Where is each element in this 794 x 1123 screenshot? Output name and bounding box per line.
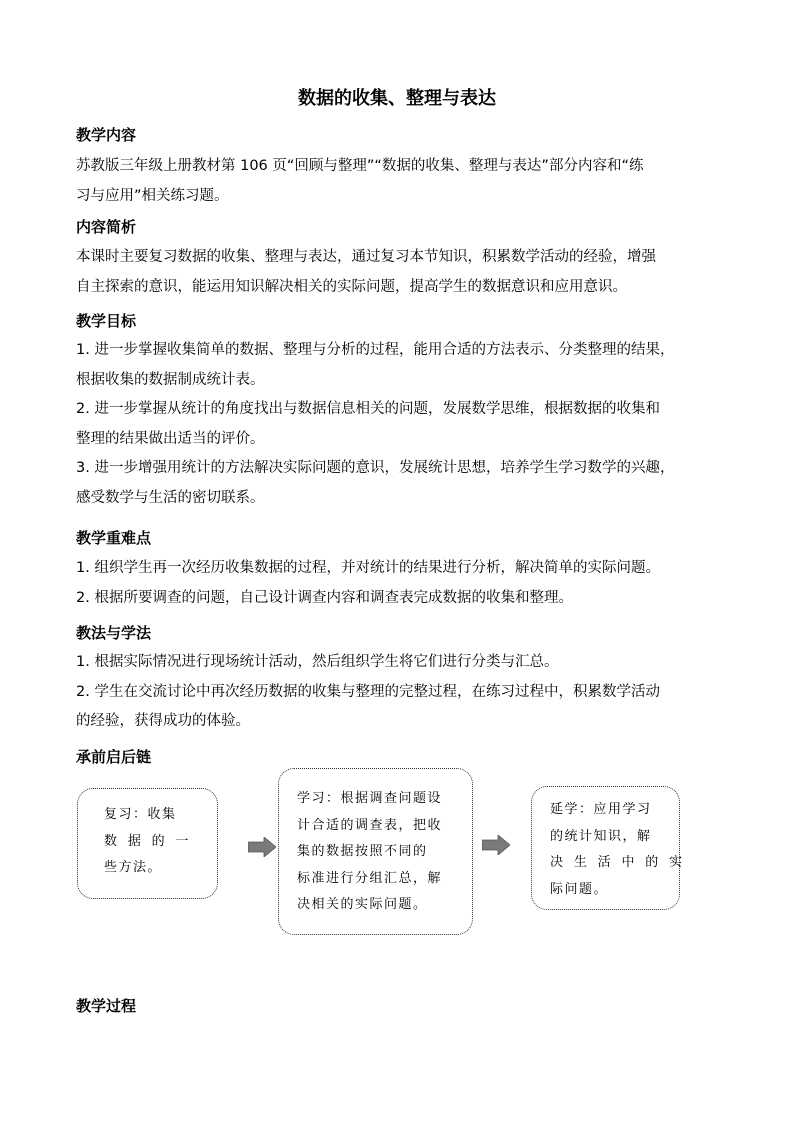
method-line: 1. 根据实际情况进行现场统计活动，然后组织学生将它们进行分类与汇总。 [76, 654, 559, 670]
teaching-content-paragraph [76, 152, 719, 211]
key-points-list [76, 554, 719, 613]
chain-box-line: 际问题。 [550, 881, 609, 897]
heading-knowledge-chain: 承前启后链 [76, 748, 152, 766]
chain-box-line: 学习：根据调查问题设 [297, 791, 443, 806]
chain-box-line: 计合适的调查表，把收 [297, 817, 443, 833]
methods-list [76, 648, 719, 737]
goal-line: 感受数学与生活的密切联系。 [76, 489, 265, 506]
heading-teaching-content: 教学内容 [76, 126, 137, 144]
chain-box-line: 些方法。 [104, 860, 163, 875]
paragraph-line: 习与应用”相关练习题。 [76, 187, 229, 204]
heading-teaching-goals: 教学目标 [76, 312, 137, 330]
method-line: 2. 学生在交流讨论中再次经历数据的收集与整理的完整过程，在练习过程中，积累数学活动 [76, 683, 660, 700]
goal-line: 3. 进一步增强用统计的方法解决实际问题的意识，发展统计思想，培养学生学习数学的兴趣， [76, 460, 675, 476]
chain-box-line: 决相关的实际问题。 [297, 897, 428, 912]
paragraph-line: 本课时主要复习数据的收集、整理与表达，通过复习本节知识，积累数学活动的经验，增强 [76, 249, 656, 265]
paragraph-line: 苏教版三年级上册教材第 106 页“回顾与整理”“数据的收集、整理与表达”部分内容和“练 [76, 158, 644, 174]
goal-line: 2. 进一步掌握从统计的角度找出与数据信息相关的问题，发展数学思维，根据数据的收集和 [76, 401, 660, 417]
goal-line: 整理的结果做出适当的评价。 [76, 430, 265, 447]
chain-box-line: 决 生 活 中 的 实 [550, 855, 684, 870]
chain-box-line: 复习：收集 [104, 807, 177, 822]
chain-box-review [77, 788, 218, 899]
chain-box-extend [531, 786, 684, 910]
goal-line: 1. 进一步掌握收集简单的数据、整理与分析的过程，能用合适的方法表示、分类整理的结果， [76, 342, 675, 358]
heading-methods: 教法与学法 [76, 624, 152, 642]
chain-box-learn [278, 768, 473, 935]
content-summary-paragraph [76, 243, 719, 302]
chain-box-line: 数 据 的 一 [104, 833, 190, 849]
teaching-goals-list [76, 336, 719, 513]
chain-box-line: 标准进行分组汇总，解 [297, 870, 443, 886]
right-arrow-icon [482, 835, 510, 855]
chain-box-line: 集的数据按照不同的 [297, 844, 428, 859]
page-title: 数据的收集、整理与表达 [298, 88, 496, 109]
goal-line: 根据收集的数据制成统计表。 [76, 371, 265, 388]
method-line: 的经验，获得成功的体验。 [76, 713, 250, 729]
heading-content-summary: 内容简析 [76, 218, 137, 236]
chain-box-line: 的统计知识，解 [550, 828, 652, 844]
key-point-line: 2. 根据所要调查的问题，自己设计调查内容和调查表完成数据的收集和整理。 [76, 589, 573, 606]
right-arrow-icon [248, 837, 276, 857]
key-point-line: 1. 组织学生再一次经历收集数据的过程，并对统计的结果进行分析，解决简单的实际问题。 [76, 560, 660, 576]
heading-key-points: 教学重难点 [76, 529, 152, 547]
heading-teaching-process: 教学过程 [76, 997, 137, 1015]
chain-box-line: 延学：应用学习 [550, 802, 652, 817]
paragraph-line: 自主探索的意识，能运用知识解决相关的实际问题，提高学生的数据意识和应用意识。 [76, 278, 627, 295]
